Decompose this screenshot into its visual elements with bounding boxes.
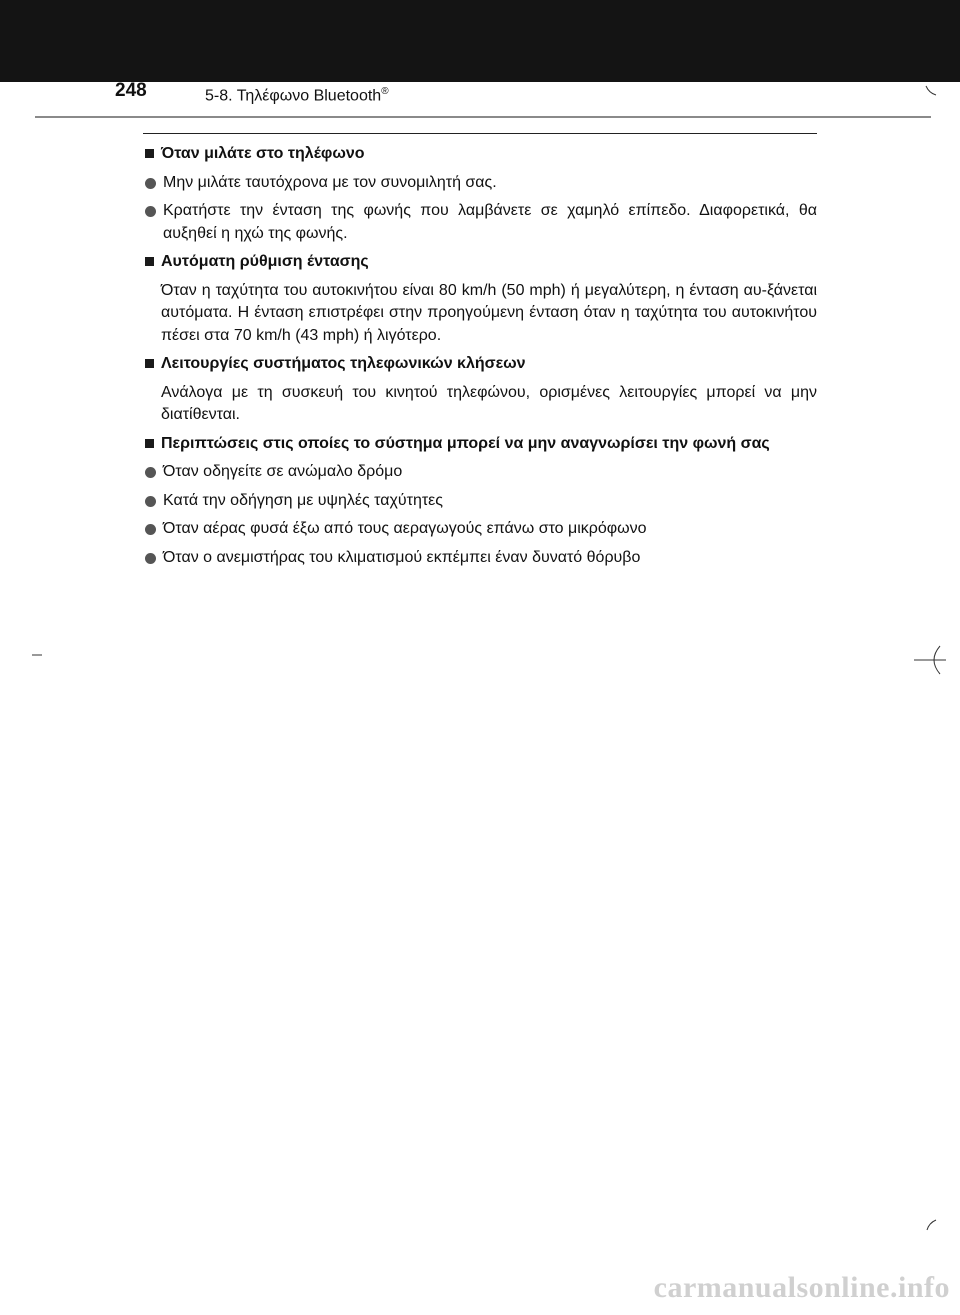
round-bullet-icon xyxy=(145,553,156,564)
round-bullet-icon xyxy=(145,178,156,189)
section-heading xyxy=(143,251,817,274)
content-top-rule xyxy=(143,133,817,134)
crop-mark-right-middle xyxy=(910,640,950,680)
crop-mark-bottom-right xyxy=(924,1218,938,1232)
section-heading xyxy=(143,143,817,166)
page-number: 248 xyxy=(115,80,147,101)
list-item xyxy=(143,490,817,513)
list-item xyxy=(143,461,817,484)
round-bullet-icon xyxy=(145,467,156,478)
list-item-text: Όταν αέρας φυσά έξω από τους αεραγωγούς επάνω στο μικρόφωνο xyxy=(163,520,647,537)
section-title xyxy=(205,86,389,105)
page-content xyxy=(143,143,817,575)
round-bullet-icon xyxy=(145,524,156,535)
heading-text: Αυτόματη ρύθμιση έντασης xyxy=(161,253,369,270)
heading-text: Περιπτώσεις στις οποίες το σύστημα μπορεί να μην αναγνωρίσει την φωνή σας xyxy=(161,434,770,452)
registered-mark: ® xyxy=(381,86,389,97)
round-bullet-icon xyxy=(145,206,156,217)
square-bullet-icon xyxy=(145,359,154,368)
section-heading xyxy=(143,353,817,376)
paragraph: Όταν η ταχύτητα του αυτοκινήτου είναι 80 km/h (50 mph) ή μεγαλύτερη, η ένταση αυ-ξάνεται αυτόματα. Η ένταση επιστρέφει στην προηγούμενη ένταση όταν η ταχύτητα του αυτοκινήτου πέσει στα 70 km/h (43 mph) ή λιγότερο. xyxy=(161,281,817,344)
list-item-text: Όταν ο ανεμιστήρας του κλιματισμού εκπέμπει έναν δυνατό θόρυβο xyxy=(163,548,641,566)
heading-text: Λειτουργίες συστήματος τηλεφωνικών κλήσεων xyxy=(161,355,526,372)
square-bullet-icon xyxy=(145,149,154,158)
list-item-text: Κρατήστε την ένταση της φωνής που λαμβάνετε σε χαμηλό επίπεδο. Διαφορετικά, θα αυξηθεί η ηχώ της φωνής. xyxy=(163,202,817,242)
crop-mark-top-right xyxy=(924,84,938,98)
list-item-text: Όταν οδηγείτε σε ανώμαλο δρόμο xyxy=(163,463,403,480)
square-bullet-icon xyxy=(145,439,154,448)
list-item-text: Μην μιλάτε ταυτόχρονα με τον συνομιλητή σας. xyxy=(163,173,497,191)
heading-text: Όταν μιλάτε στο τηλέφωνο xyxy=(161,145,365,162)
crop-mark-left-middle xyxy=(30,652,44,658)
section-title-text: 5-8. Τηλέφωνο Bluetooth xyxy=(205,87,382,105)
section-heading xyxy=(143,433,817,456)
paragraph: Ανάλογα με τη συσκευή του κινητού τηλεφώνου, ορισμένες λειτουργίες μπορεί να μην διατίθενται. xyxy=(161,383,817,423)
list-item xyxy=(143,547,817,570)
round-bullet-icon xyxy=(145,496,156,507)
list-item xyxy=(143,200,817,245)
square-bullet-icon xyxy=(145,257,154,266)
top-black-band xyxy=(0,0,960,82)
list-item xyxy=(143,172,817,195)
watermark: carmanualsonline.info xyxy=(653,1271,950,1304)
header-rule xyxy=(35,116,931,118)
list-item xyxy=(143,518,817,541)
list-item-text: Κατά την οδήγηση με υψηλές ταχύτητες xyxy=(163,491,444,509)
